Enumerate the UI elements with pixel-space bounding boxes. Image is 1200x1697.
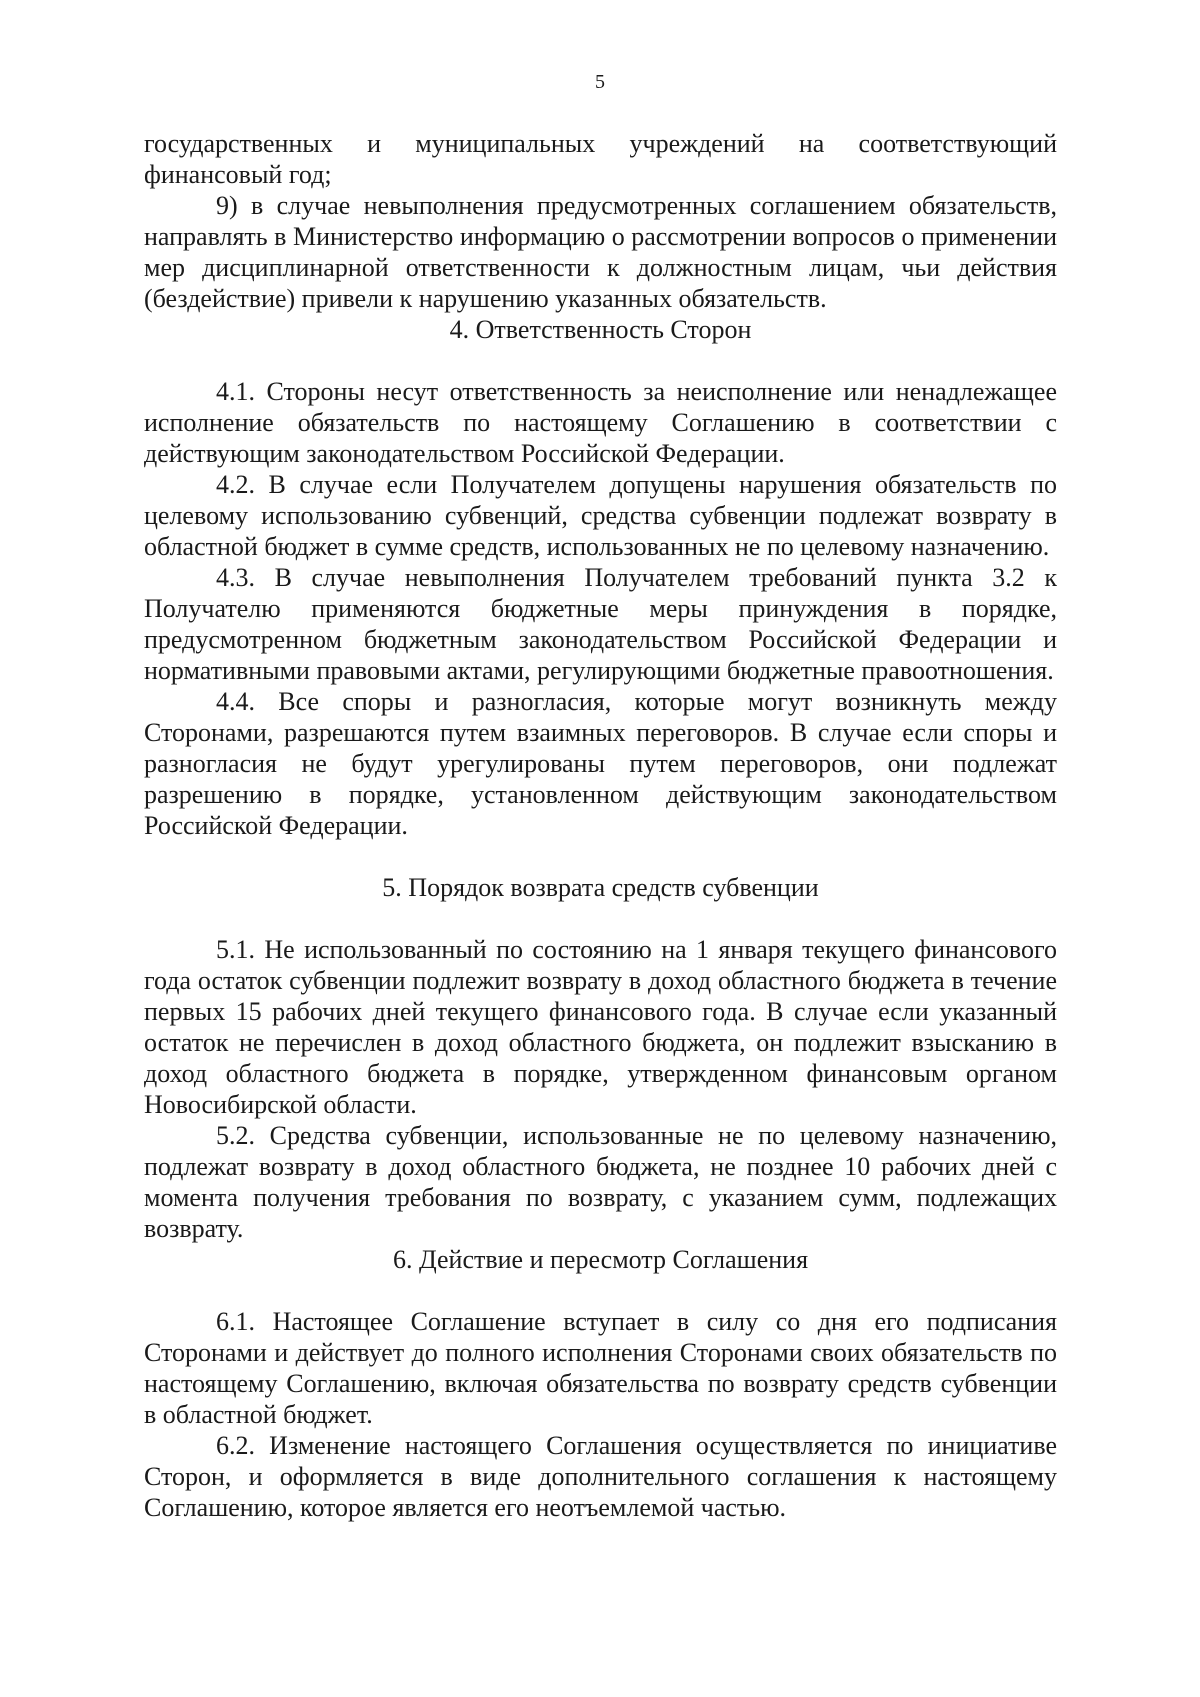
paragraph-5-2: 5.2. Средства субвенции, использованные не по целевому назначению, подлежат возврату в доход областного бюджета, не позднее 10 рабочих дней с момента получения требования по возврату, с указанием сумм, подлежащих возврату. [144,1121,1057,1243]
paragraph-6-2: 6.2. Изменение настоящего Соглашения осуществляется по инициативе Сторон, и оформляется в виде дополнительного соглашения к настоящему Соглашению, которое является его неотъемлемой частью. [144,1431,1057,1522]
paragraph-4-3: 4.3. В случае невыполнения Получателем требований пункта 3.2 к Получателю применяются бюджетные меры принуждения в порядке, предусмотренном бюджетным законодательством Российской Федерации и нормативными правовыми актами, регулирующими бюджетные правоотношения. [144,563,1057,685]
paragraph-continuation-end: финансовый год; [144,160,332,189]
section-heading-5: 5. Порядок возврата средств субвенции [382,873,819,902]
paragraph-6-1: 6.1. Настоящее Соглашение вступает в силу со дня его подписания Сторонами и действует до полного исполнения Сторонами своих обязательств по настоящему Соглашению, включая обязательства по возврату средств субвенции в областной бюджет. [144,1307,1057,1429]
paragraph-4-1: 4.1. Стороны несут ответственность за неисполнение или ненадлежащее исполнение обязательств по настоящему Соглашению в соответствии с действующим законодательством Российской Федерации. [144,377,1057,468]
document-body [144,128,1057,1523]
paragraph-4-4: 4.4. Все споры и разногласия, которые могут возникнуть между Сторонами, разрешаются путем взаимных переговоров. В случае если споры и разногласия не будут урегулированы путем переговоров, они подлежат разрешению в порядке, установленном действующим законодательством Российской Федерации. [144,687,1057,840]
paragraph-4-2: 4.2. В случае если Получателем допущены нарушения обязательств по целевому использованию субвенций, средства субвенции подлежат возврату в областной бюджет в сумме средств, использованных не по целевому назначению. [144,470,1057,561]
page-number: 5 [595,71,605,93]
paragraph-5-1: 5.1. Не использованный по состоянию на 1 января текущего финансового года остаток субвенции подлежит возврату в доход областного бюджета в течение первых 15 рабочих дней текущего финансового года. В случае если указанный остаток не перечислен в доход областного бюджета, он подлежит взысканию в доход областного бюджета в порядке, утвержденном финансовым органом Новосибирской области. [144,935,1057,1119]
paragraph-item-9: 9) в случае невыполнения предусмотренных соглашением обязательств, направлять в Министерство информацию о рассмотрении вопросов о применении мер дисциплинарной ответственности к должностным лицам, чьи действия (бездействие) привели к нарушению указанных обязательств. [144,191,1057,313]
section-heading-6: 6. Действие и пересмотр Соглашения [392,1245,809,1274]
section-heading-4: 4. Ответственность Сторон [449,315,752,344]
paragraph-continuation-line: государственных и муниципальных учреждений на соответствующий [144,129,1057,158]
